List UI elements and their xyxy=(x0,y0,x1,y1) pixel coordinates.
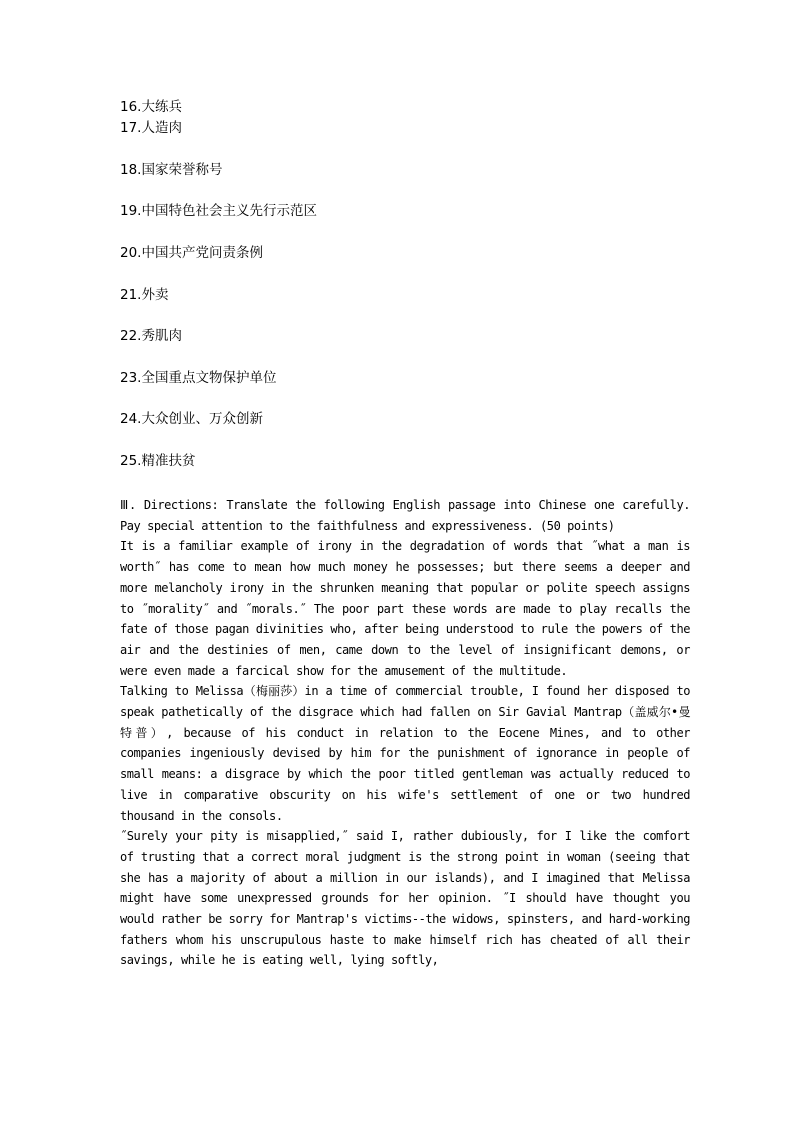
vocab-item-18: 18.国家荣誉称号 xyxy=(120,162,223,178)
vocab-item-20: 20.中国共产党问责条例 xyxy=(120,245,263,261)
vocab-item-17: 17.人造肉 xyxy=(120,120,182,136)
vocab-item-21: 21.外卖 xyxy=(120,287,169,303)
vocab-item-25: 25.精准扶贫 xyxy=(120,453,196,469)
vocab-item-22: 22.秀肌肉 xyxy=(120,328,182,344)
vocab-item-24: 24.大众创业、万众创新 xyxy=(120,411,263,427)
passage-paragraph-3: ˝Surely your pity is misapplied,˝ said I, rather dubiously, for I like the comfort of trusting that a correct moral judgment is the strong point in woman (seeing that she has a majority of about a million in our islands), and I imagined that Melissa might have some unexpressed grounds for her opinion. ˝I should have thought you would rather be sorry for Mantrap's victims--the widows, spinsters, and hard-working fathers whom his unscrupulous haste to make himself rich has cheated of all their savings, while he is eating well, lying softly, xyxy=(120,829,690,968)
vocab-item-23: 23.全国重点文物保护单位 xyxy=(120,370,277,386)
passage-paragraph-1: It is a familiar example of irony in the degradation of words that ˝what a man is worth˝ has come to mean how much money he possesses; but there seems a deeper and more melancholy irony in the shrunken meaning that popular or polite speech assigns to ˝morality˝ and ˝morals.˝ The poor part these words are made to play recalls the fate of those pagan divinities who, after being understood to rule the powers of the air and the destinies of men, came down to the level of insignificant demons, or were even made a farcical show for the amusement of the multitude. xyxy=(120,539,690,678)
passage-paragraph-2: Talking to Melissa（梅丽莎）in a time of commercial trouble, I found her disposed to speak pathetically of the disgrace which had fallen on Sir Gavial Mantrap（盖威尔•曼特普）, because of his conduct in relation to the Eocene Mines, and to other companies ingeniously devised by him for the punishment of ignorance in people of small means: a disgrace by which the poor titled gentleman was actually reduced to live in comparative obscurity on his wife's settlement of one or two hundred thousand in the consols. xyxy=(120,684,690,823)
section-directions: Ⅲ. Directions: Translate the following English passage into Chinese one carefully. Pay special attention to the faithfulness and expressiveness. (50 points) xyxy=(120,498,690,533)
translation-section xyxy=(120,495,690,971)
vocab-item-16: 16.大练兵 xyxy=(120,99,182,115)
vocab-item-19: 19.中国特色社会主义先行示范区 xyxy=(120,203,317,219)
